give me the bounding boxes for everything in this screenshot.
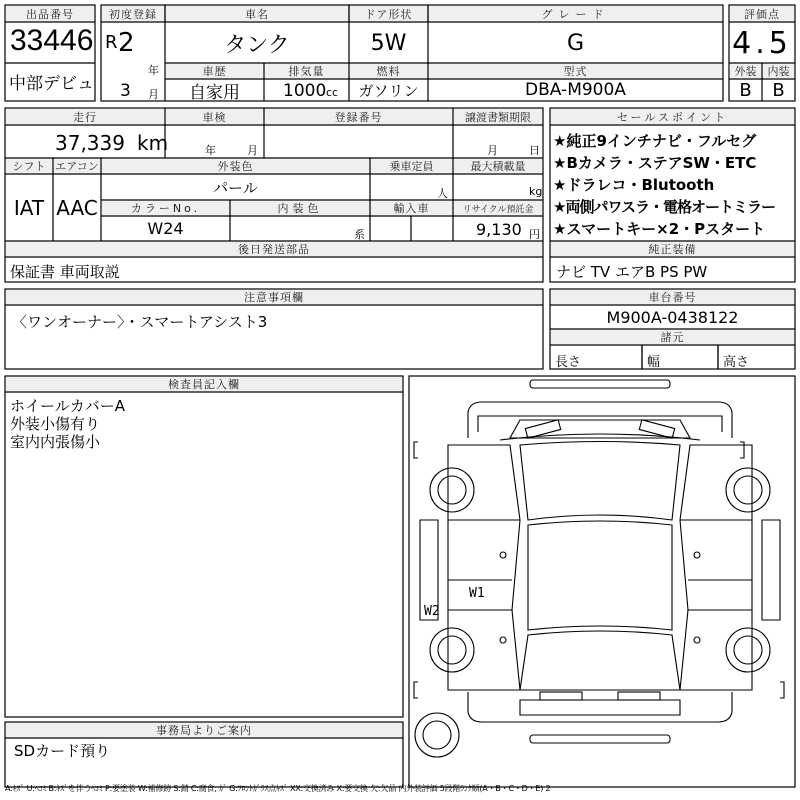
- mileage-unit: km: [137, 131, 169, 155]
- chassis-label: 車台番号: [648, 291, 697, 304]
- right-side-panel: [762, 520, 780, 620]
- era: R: [105, 32, 118, 53]
- sales-point: ★両側パワスラ・電格オートミラー: [553, 198, 775, 216]
- interior-grade: B: [772, 79, 785, 101]
- spare-wheel: [415, 713, 459, 757]
- history-label: 車歴: [202, 65, 227, 78]
- left-rear-body: [448, 610, 520, 690]
- shift-label: シフト: [12, 160, 46, 173]
- door-type: 5W: [370, 30, 407, 56]
- ext-color: パール: [213, 178, 258, 197]
- model: DBA-M900A: [525, 80, 626, 100]
- max-load-label: 最大積載量: [470, 160, 526, 173]
- import-label: 輸入車: [393, 202, 430, 215]
- capacity-unit: 人: [437, 187, 448, 200]
- year-unit: 年: [148, 64, 159, 77]
- rear-bumper: [468, 692, 732, 722]
- debut-label: 中部デビュ: [9, 74, 94, 94]
- ext-color-label: 外装色: [217, 160, 254, 173]
- mileage: 37,339: [55, 131, 125, 155]
- color-no: W24: [147, 219, 184, 238]
- windshield: [520, 442, 680, 521]
- inspection-year-unit: 年: [205, 144, 216, 157]
- roof: [528, 521, 672, 630]
- mileage-label: 走行: [73, 110, 97, 124]
- wheel-rear-right: [726, 628, 770, 672]
- length-label: 長さ: [555, 355, 582, 370]
- sales-points-label: セールスポイント: [616, 110, 728, 124]
- aircon: AAC: [56, 195, 98, 220]
- wheel-front-right: [726, 468, 770, 512]
- reg-number-label: 登録番号: [334, 110, 383, 124]
- score-label: 評価点: [744, 7, 780, 21]
- first-reg-label: 初度登録: [109, 7, 157, 21]
- sales-point: ★純正9インチナビ・フルセグ: [553, 132, 757, 150]
- max-load-unit: kg: [529, 185, 543, 198]
- capacity-label: 乗車定員: [389, 160, 434, 173]
- footer-legend: A:ｷｽﾞ U:ﾍｺﾐ B:ｷｽﾞを伴うﾍｺﾐ P:要塗装 W:補修跡 S:錆 C:腐食, ｶﾞ G:ﾌﾛﾝﾄｶﾞﾗｽ点ｷｽﾞ XX:交換済み X:要交換 欠:欠品 内外装評価 5段階ﾗﾝｸ順(A・B・C・D・E) 2: [5, 784, 551, 793]
- interior-label: 内装: [767, 65, 790, 78]
- month-unit: 月: [148, 88, 159, 101]
- fuel-label: 燃料: [376, 65, 401, 78]
- score: 4.5: [732, 25, 792, 61]
- transfer-month-unit: 月: [487, 144, 498, 157]
- reg-year: 2: [118, 28, 135, 58]
- car-name-label: 車名: [245, 7, 269, 21]
- exterior-grade: B: [739, 79, 752, 101]
- height-label: 高さ: [723, 355, 750, 370]
- right-front-body: [680, 445, 752, 610]
- office-label: 事務局よりご案内: [156, 724, 252, 737]
- color-no-label: カラーNo.: [130, 202, 201, 215]
- fuel: ガソリン: [358, 81, 419, 100]
- wheel-rear-left: [430, 628, 474, 672]
- int-color-label: 内装色: [277, 202, 323, 215]
- inspection-month-unit: 月: [247, 144, 258, 157]
- front-bumper-top: [530, 380, 670, 388]
- width-label: 幅: [647, 355, 661, 370]
- inspection-label: 車検: [202, 110, 227, 124]
- model-label: 型式: [563, 65, 588, 78]
- sales-point: ★ドラレコ・Blutooth: [553, 176, 715, 194]
- recycle-amount: 9,130: [476, 220, 522, 239]
- inspector-label: 検査員記入欄: [168, 378, 240, 391]
- notes-text: 〈ワンオーナー〉・スマートアシスト3: [12, 313, 268, 331]
- later-parts-label: 後日発送部品: [238, 243, 310, 256]
- chassis-number: M900A-0438122: [606, 307, 739, 327]
- transfer-label: 譲渡書類期限: [465, 110, 531, 124]
- damage-mark-w2: W2: [424, 604, 440, 619]
- lot-number: 33446: [10, 24, 94, 57]
- recycle-label: リサイクル預託金: [462, 204, 534, 215]
- displacement-label: 排気量: [288, 65, 325, 78]
- int-color-suffix: 系: [354, 228, 365, 241]
- grade-label: グレード: [541, 7, 610, 21]
- door-label: ドア形状: [364, 7, 413, 21]
- wheel-front-left: [430, 468, 474, 512]
- lot-number-label: 出品番号: [26, 7, 74, 21]
- transfer-day-unit: 日: [529, 144, 540, 157]
- displacement: 1000: [283, 81, 327, 101]
- later-parts: 保証書 車両取説: [10, 263, 120, 281]
- reg-month: 3: [120, 81, 131, 101]
- sales-point: ★Bカメラ・ステアSW・ETC: [553, 154, 757, 172]
- right-rear-body: [680, 610, 752, 690]
- inspector-line: 外装小傷有り: [10, 415, 101, 433]
- equipment: ナビ TV エアB PS PW: [556, 263, 708, 281]
- damage-mark-w1: W1: [469, 586, 485, 601]
- spec-label: 諸元: [660, 331, 685, 344]
- inspector-line: ホイールカバーA: [10, 397, 125, 415]
- aircon-label: エアコン: [55, 160, 99, 173]
- exterior-label: 外装: [734, 65, 757, 78]
- shift: IAT: [13, 195, 45, 220]
- displacement-unit: cc: [326, 86, 339, 99]
- office-text: SDカード預り: [14, 742, 111, 760]
- recycle-unit: 円: [529, 228, 540, 241]
- grade: G: [566, 30, 585, 56]
- car-name: タンク: [224, 32, 290, 58]
- inspector-line: 室内内張傷小: [10, 433, 101, 451]
- equipment-label: 純正装備: [648, 243, 697, 256]
- history: 自家用: [189, 82, 240, 103]
- sales-point: ★スマートキー×2・Pスタート: [553, 220, 766, 238]
- rear-window: [520, 631, 680, 690]
- notes-label: 注意事項欄: [244, 291, 304, 304]
